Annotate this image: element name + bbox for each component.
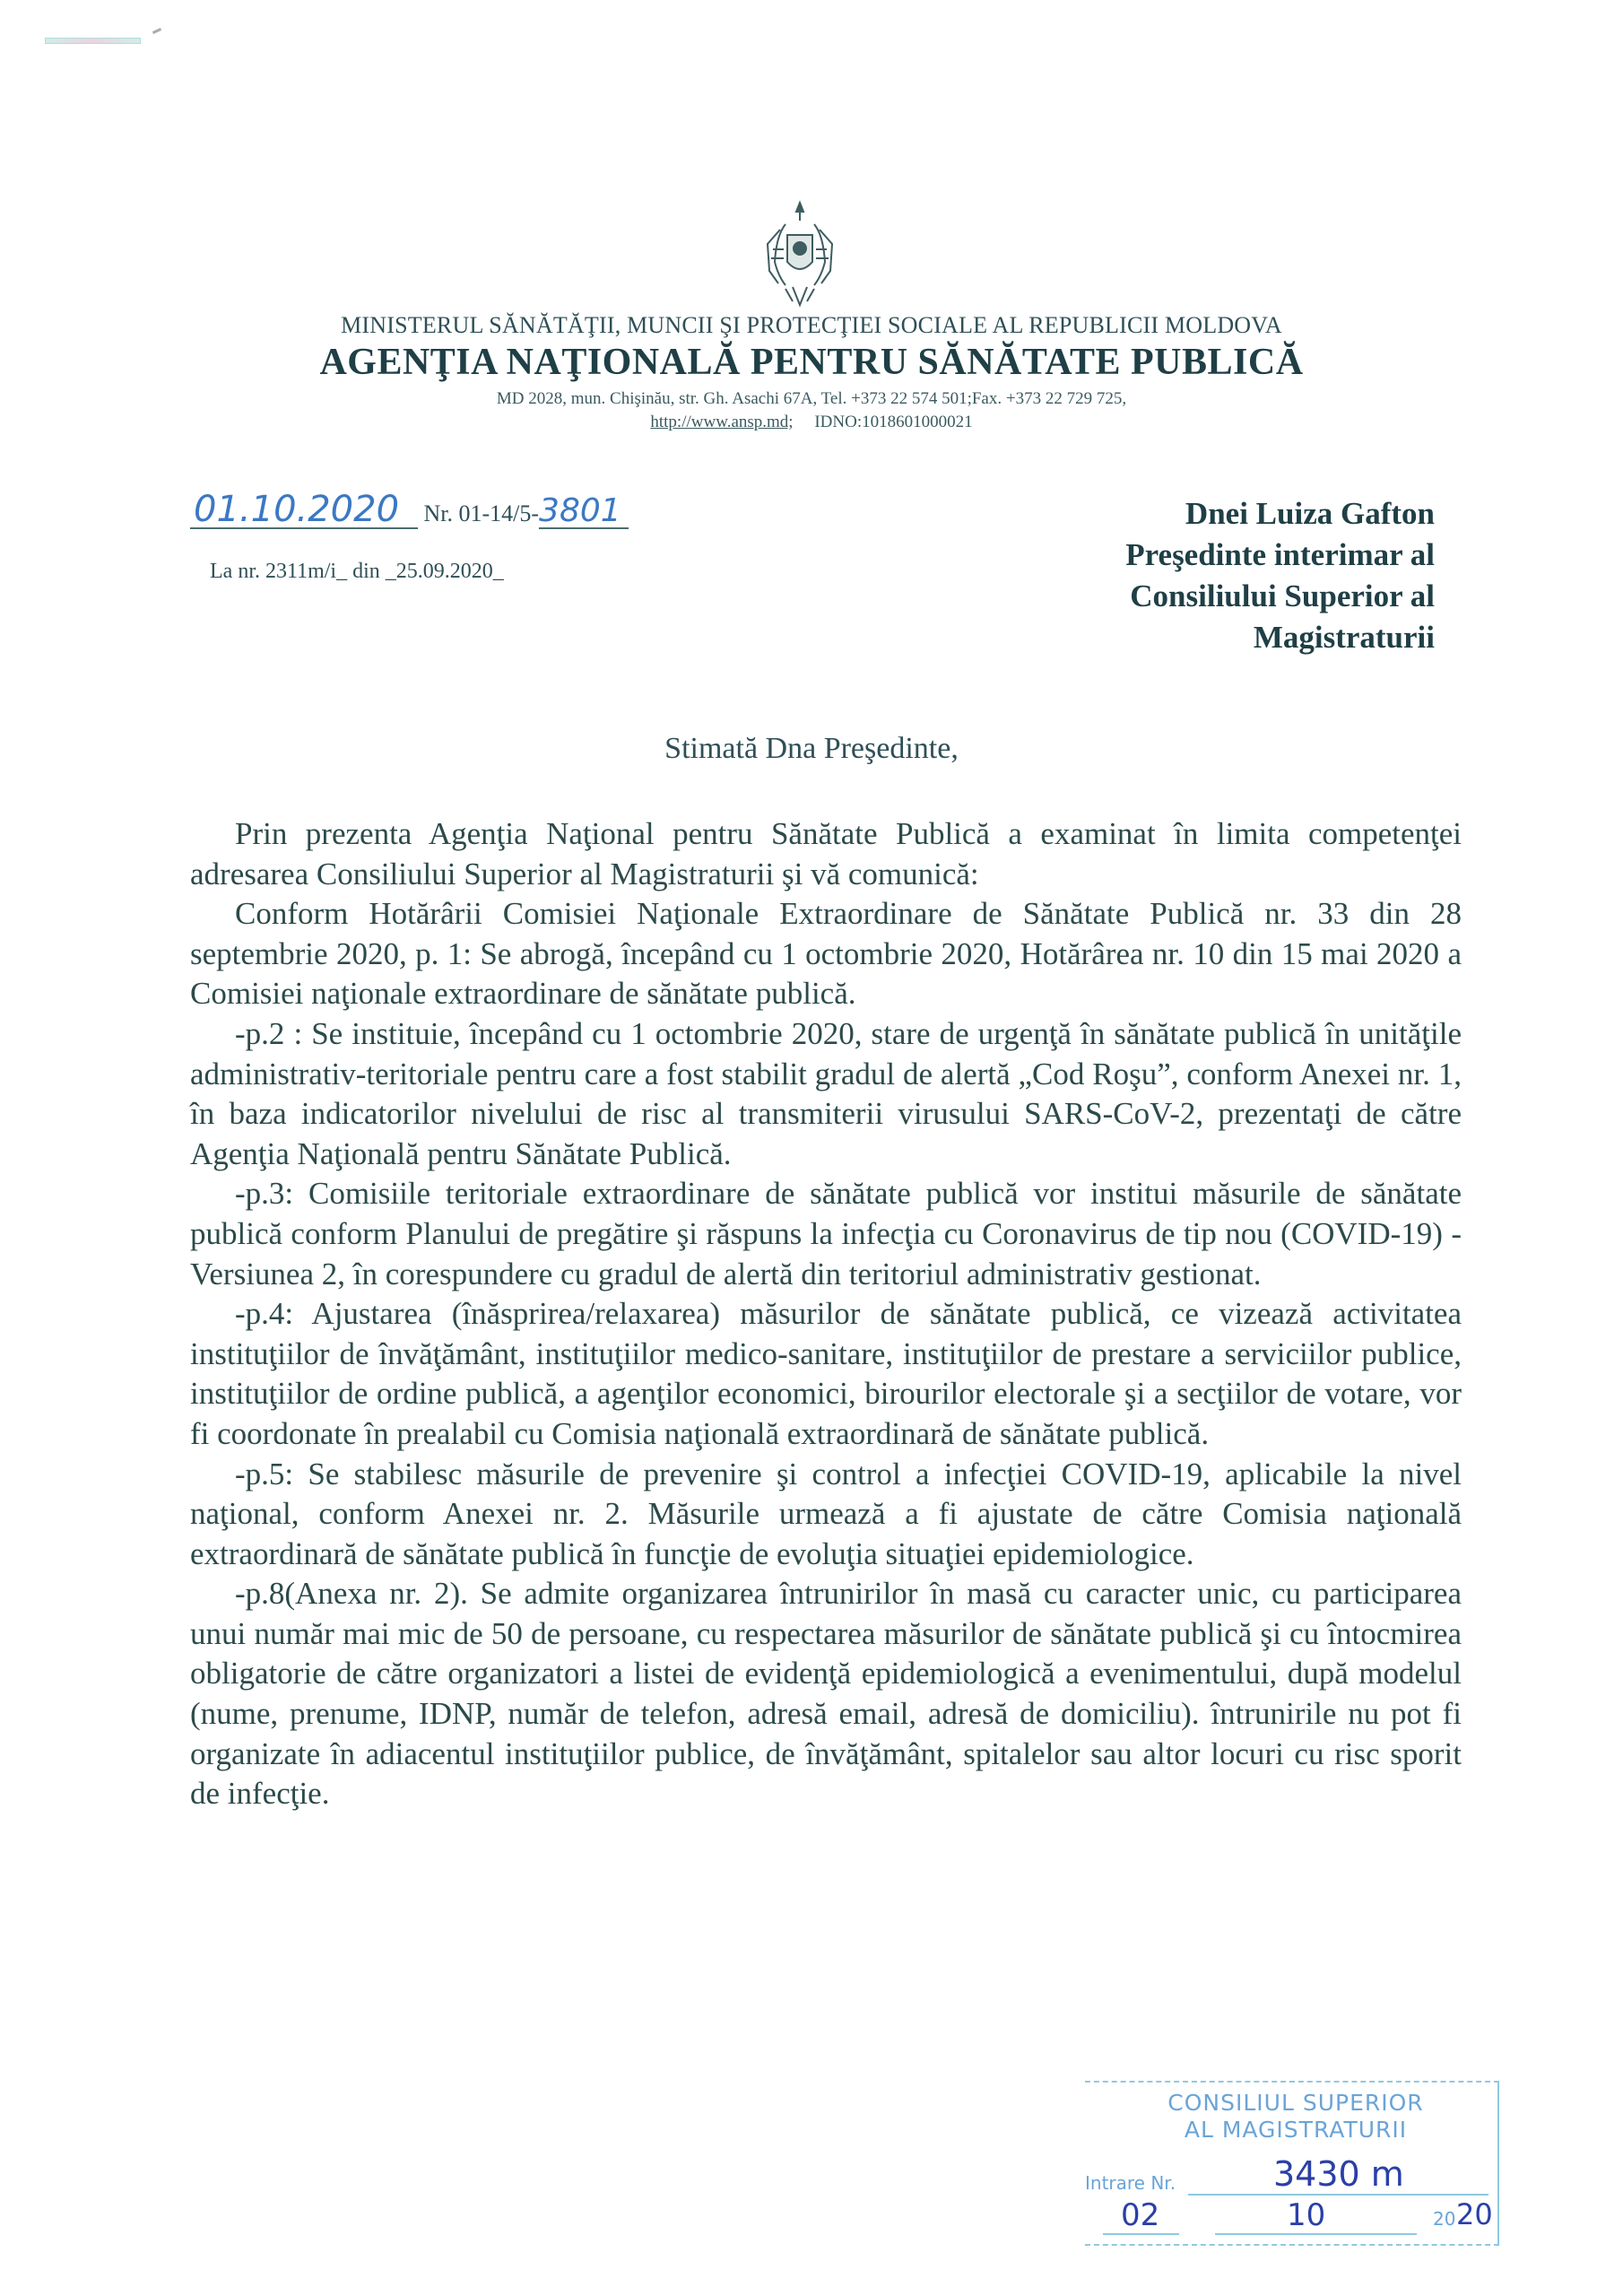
idno: IDNO:1018601000021 <box>814 413 973 431</box>
agency-address: MD 2028, mun. Chişinău, str. Gh. Asachi 67A, Tel. +373 22 574 501;Fax. +373 22 729 725, <box>496 389 1127 408</box>
body-paragraph: -p.2 : Se instituie, începând cu 1 octombrie 2020, stare de urgenţă în sănătate publică în unităţile administrativ-teritoriale pentru care a fost stabilit gradul de alertă „Cod Roşu”, conform Anexei nr. 1, în baza indicatorilor nivelului de risc al transmiterii virusului SARS-CoV-2, prezentaţi de către Agenţia Naţională pentru Sănătate Publică. <box>190 1015 1462 1171</box>
stamp-entry-number-handwritten: 3430 m <box>1273 2154 1404 2194</box>
salutation: Stimată Dna Preşedinte, <box>664 732 959 765</box>
stamp-day-handwritten: 02 <box>1121 2197 1160 2233</box>
letter-body <box>190 814 1462 1814</box>
body-paragraph: Prin prezenta Agenţia Naţional pentru Sănătate Publică a examinat în limita competenţei adresarea Consiliului Superior al Magistraturii şi vă comunică: <box>190 816 1462 891</box>
stamp-month-underline <box>1215 2233 1417 2235</box>
stamp-entry-label: Intrare Nr. <box>1085 2172 1176 2194</box>
stamp-entry-underline <box>1188 2194 1488 2196</box>
stamp-day-underline <box>1103 2233 1179 2235</box>
body-paragraph: -p.3: Comisiile teritoriale extraordinare de sănătate publică vor institui măsurile de sănătate publică conform Planului de pregătire şi răspuns la infecţia cu Coronavirus de tip nou (COVID-19) - Versiunea 2, în corespundere cu gradul de alertă din teritoriul administrativ gestionat. <box>190 1176 1462 1292</box>
body-paragraph: -p.4: Ajustarea (înăsprirea/relaxarea) măsurilor de sănătate publică, ce vizează activitatea instituţiilor de învăţământ, instituţiilor medico-sanitare, instituţiilor de prestare a serviciilor publice, instituţiilor de ordine publică, a agenţilor economici, birourilor electorale şi a secţiilor de votare, vor fi coordonate în prealabil cu Comisia naţională extraordinară de sănătate publică. <box>190 1296 1462 1451</box>
registration-date-handwritten: 01.10.2020 <box>190 491 418 529</box>
body-paragraph: -p.8(Anexa nr. 2). Se admite organizarea întrunirilor în masă cu caracter unic, cu participarea unui număr mai mic de 50 de persoane, cu respectarea măsurilor de sănătate publică şi cu întocmirea obligatorie de către organizatori a listei de evidenţă epidemiologică a evenimentului, după modelul (nume, prenume, IDNP, număr de telefon, adresă email, adresă de domiciliu). întrunirile nu pot fi organizate în adiacentul instituţiilor publice, de învăţământ, spitalelor sau altor locuri cu risc sporit de infecţie. <box>190 1576 1462 1812</box>
recipient-line: Consiliului Superior al <box>1130 578 1435 613</box>
recipient-block <box>1125 493 1435 658</box>
stamp-month-handwritten: 10 <box>1287 2197 1326 2233</box>
recipient-line: Magistraturii <box>1253 620 1435 655</box>
recipient-line: Dnei Luiza Gafton <box>1185 496 1435 531</box>
registration-number-handwritten: 3801 <box>539 495 629 529</box>
coat-of-arms-icon <box>759 199 841 310</box>
reference-line: La nr. 2311m/i_ din _25.09.2020_ <box>210 560 504 583</box>
scan-artifact-mark <box>45 38 141 44</box>
agency-name: AGENŢIA NAŢIONALĂ PENTRU SĂNĂTATE PUBLICĂ <box>319 342 1304 383</box>
ministry-name: MINISTERUL SĂNĂTĂŢII, MUNCII ŞI PROTECŢIEI SOCIALE AL REPUBLICII MOLDOVA <box>341 312 1282 338</box>
registration-number-prefix: Nr. 01-14/5- <box>423 500 540 526</box>
scan-artifact-dot <box>152 28 161 34</box>
stamp-title <box>1125 2090 1466 2144</box>
body-paragraph: Conform Hotărârii Comisiei Naţionale Extraordinare de Sănătate Publică nr. 33 din 28 septembrie 2020, p. 1: Se abrogă, începând cu 1 octombrie 2020, Hotărârea nr. 10 din 15 mai 2020 a Comisiei naţionale extraordinare de sănătate publică. <box>190 896 1462 1012</box>
stamp-title-line: CONSILIUL SUPERIOR <box>1167 2090 1424 2116</box>
website-link[interactable]: http://www.ansp.md; <box>650 413 794 431</box>
stamp-year-handwritten: 20 <box>1456 2197 1493 2231</box>
registration-line <box>190 491 629 529</box>
body-paragraph: -p.5: Se stabilesc măsurile de prevenire şi control a infecţiei COVID-19, aplicabile la nivel naţional, conform Anexei nr. 2. Măsurile urmează a fi ajustate de către Comisia naţională extraordinară de sănătate publică în funcţie de evoluţia situaţiei epidemiologice. <box>190 1456 1462 1571</box>
contact-line <box>0 413 1623 432</box>
stamp-year-prefix: 20 <box>1433 2208 1456 2230</box>
registration-stamp <box>1085 2081 1499 2246</box>
stamp-title-line: AL MAGISTRATURII <box>1184 2117 1408 2143</box>
recipient-line: Preşedinte interimar al <box>1125 537 1435 572</box>
